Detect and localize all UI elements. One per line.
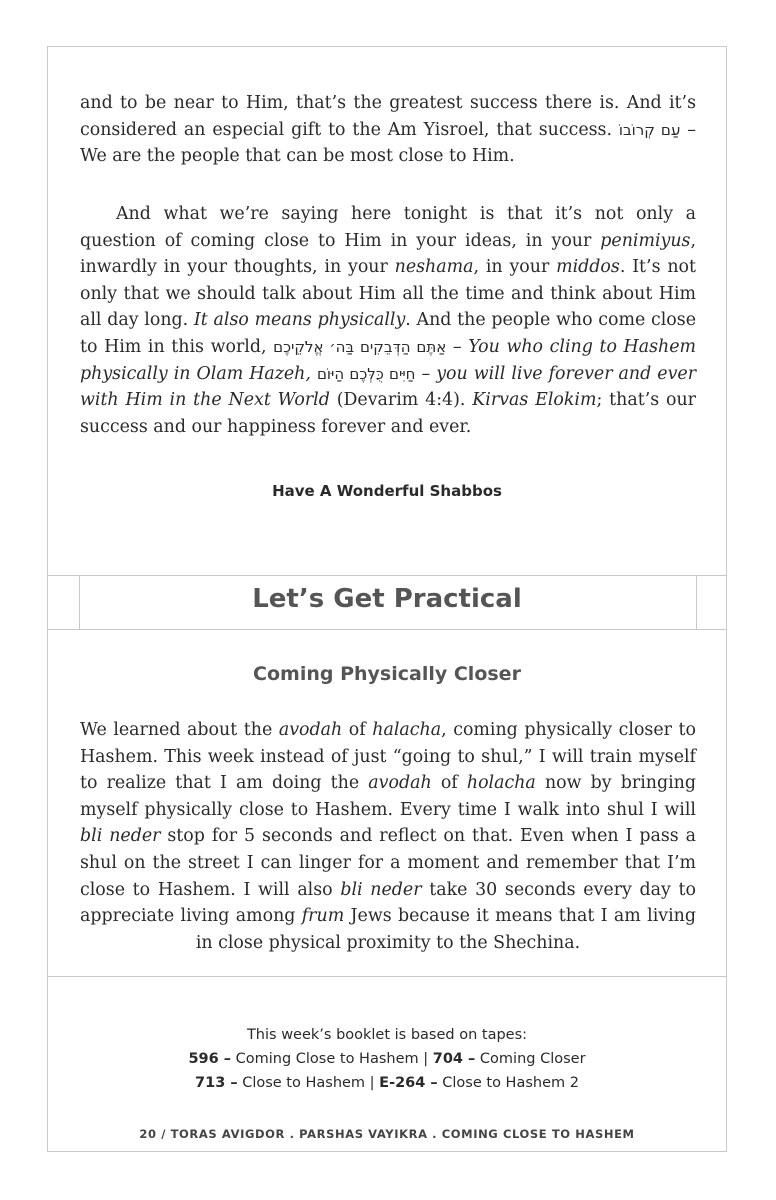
tape-number: 596 – bbox=[188, 1051, 232, 1067]
body-text: of bbox=[342, 720, 373, 740]
body-italic: avodah bbox=[368, 773, 432, 794]
intro-text: – We are the people that can be most close to Him. bbox=[80, 119, 696, 167]
body-italic: you will live forever and ever with Him in the Next World bbox=[80, 363, 697, 411]
body-text: . And the people who come close to Him in this world, bbox=[80, 310, 696, 357]
tape-title: Coming Close to Hashem | bbox=[231, 1051, 433, 1067]
body-italic: penimiyus bbox=[600, 230, 691, 251]
body-italic: holacha bbox=[466, 773, 536, 794]
body-italic: middos bbox=[556, 257, 620, 278]
body-text: , inwardly in your thoughts, in your bbox=[80, 230, 696, 278]
section-subtitle: Coming Physically Closer bbox=[253, 663, 521, 685]
tape-number: 704 – bbox=[432, 1051, 476, 1067]
body-italic: You who cling to Hashem physically in Olam Hazeh, bbox=[80, 336, 696, 384]
body-italic: bli neder bbox=[340, 879, 422, 900]
tape-title: Coming Closer bbox=[475, 1051, 586, 1067]
body-paragraph bbox=[80, 201, 696, 440]
closing-greeting: Have A Wonderful Shabbos bbox=[272, 482, 502, 500]
body-text: of bbox=[431, 773, 467, 794]
tape-number: E-264 – bbox=[379, 1075, 438, 1091]
body-italic: neshama bbox=[394, 257, 474, 278]
divider bbox=[47, 629, 727, 630]
tape-number: 713 – bbox=[195, 1075, 238, 1091]
credits-heading: This week’s booklet is based on tapes: bbox=[246, 1027, 528, 1043]
body-text: And what we’re saying here tonight is that it’s not only a question of coming close to Him in your ideas, in your bbox=[80, 204, 696, 251]
body-italic: bli neder bbox=[80, 826, 161, 847]
page-footer: 20 / TORAS AVIGDOR . PARSHAS VAYIKRA . COMING CLOSE TO HASHEM bbox=[139, 1127, 635, 1141]
body-text: , coming physically closer to Hashem. This week instead of just “going to shul,” I will train myself to realize that I am doing the bbox=[80, 720, 696, 794]
body-text: We learned about the bbox=[80, 720, 279, 740]
hebrew-phrase: עַם קְרוֹבוֹ bbox=[618, 120, 681, 139]
hebrew-phrase: חַיִּים כֻּלְּכֶם הַיּוֹם bbox=[316, 364, 416, 383]
divider bbox=[47, 976, 727, 977]
body-text: now by bringing myself physically close to Hashem. Every time I walk into shul I will bbox=[80, 773, 696, 820]
body-text: – bbox=[446, 336, 469, 357]
body-text: (Devarim 4:4). bbox=[329, 390, 473, 411]
practical-paragraph bbox=[80, 717, 696, 956]
body-italic: Kirvas Elokim bbox=[472, 390, 597, 411]
body-text: ; that’s our success and our happiness forever and ever. bbox=[80, 390, 696, 437]
body-italic: frum bbox=[301, 906, 345, 927]
body-text: Jews because it means that I am living in close physical proximity to the Shechina. bbox=[195, 906, 696, 953]
body-text: , in your bbox=[473, 257, 557, 278]
body-text: – bbox=[415, 363, 437, 384]
body-italic: It also means physically bbox=[193, 310, 406, 331]
credits-line bbox=[47, 1071, 727, 1095]
tape-credits bbox=[47, 1023, 727, 1095]
credits-line bbox=[47, 1047, 727, 1071]
intro-text: and to be near to Him, that’s the greatest success there is. And it’s considered an especial gift to the Am Yisroel, that success. bbox=[80, 93, 696, 140]
body-text: . It’s not only that we should talk about Him all the time and think about Him all day long. bbox=[80, 257, 696, 331]
body-text: stop for 5 seconds and reflect on that. Even when I pass a shul on the street I can linger for a moment and remember that I’m close to Hashem. I will also bbox=[80, 826, 696, 900]
body-italic: avodah bbox=[278, 720, 343, 740]
hebrew-phrase: אַתֶּם הַדְּבֵקִים בַּה׳ אֱלֹקֵיכֶם bbox=[273, 337, 447, 356]
body-text: take 30 seconds every day to appreciate living among bbox=[80, 879, 697, 927]
tape-title: Close to Hashem 2 bbox=[437, 1075, 579, 1091]
tape-title: Close to Hashem | bbox=[237, 1075, 380, 1091]
section-title: Let’s Get Practical bbox=[252, 584, 522, 614]
divider bbox=[47, 575, 727, 576]
body-italic: halacha bbox=[372, 720, 442, 740]
intro-paragraph bbox=[80, 90, 696, 170]
